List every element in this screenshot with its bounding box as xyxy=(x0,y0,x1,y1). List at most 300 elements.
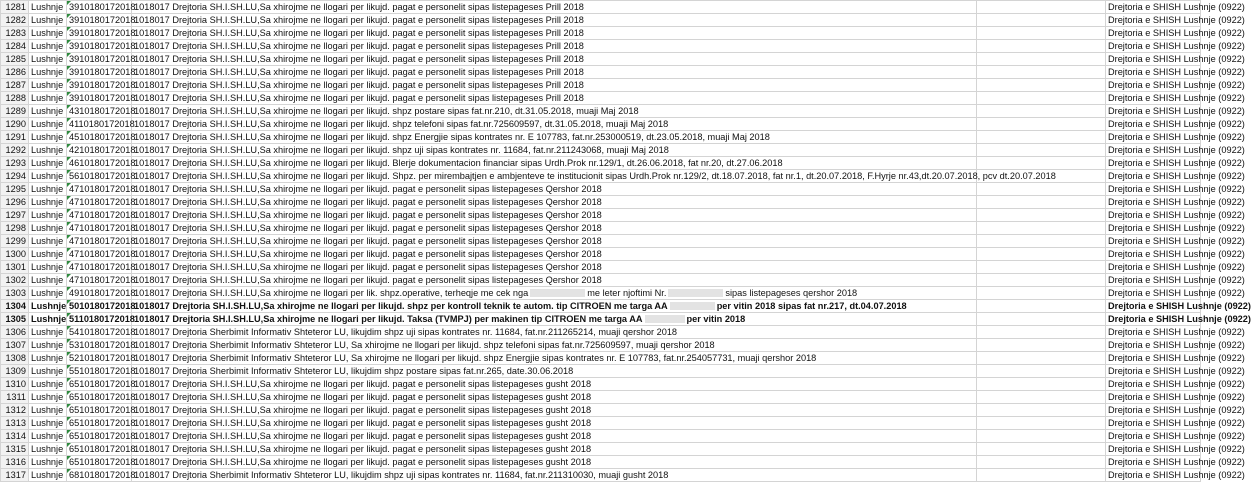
code-cell[interactable]: 4710180172018 xyxy=(67,209,132,222)
empty-cell[interactable] xyxy=(977,40,1106,53)
institution-cell[interactable]: Drejtoria e SHISH Lushnje (0922) xyxy=(1106,1,1201,14)
description-cell[interactable] xyxy=(132,40,977,53)
table-row xyxy=(1,365,1201,378)
description-text: 1018017 Drejtoria SH.I.SH.LU,Sa xhirojme ne llogari per likujd. pagat e personelit sipas listepageses Prill 2018 xyxy=(134,41,584,51)
city-cell[interactable]: Lushnje xyxy=(29,469,67,482)
description-cell[interactable] xyxy=(132,339,977,352)
city-cell[interactable]: Lushnje xyxy=(29,313,67,326)
empty-cell[interactable] xyxy=(977,248,1106,261)
city-cell[interactable]: Lushnje xyxy=(29,456,67,469)
row-number[interactable]: 1311 xyxy=(1,391,29,404)
city-cell[interactable]: Lushnje xyxy=(29,222,67,235)
empty-cell[interactable] xyxy=(977,404,1106,417)
city-cell[interactable]: Lushnje xyxy=(29,209,67,222)
city-cell[interactable]: Lushnje xyxy=(29,105,67,118)
table-row xyxy=(1,235,1201,248)
description-cell[interactable] xyxy=(132,378,977,391)
description-text: 1018017 Drejtoria Sherbimit Informativ Shteteror LU, likujdim shpz uji sipas kontrates nr. 11684, fat.nr.211310030, muaji gusht 2018 xyxy=(134,470,669,480)
institution-cell[interactable]: Drejtoria e SHISH Lushnje (0922) xyxy=(1106,118,1201,131)
institution-cell[interactable]: Drejtoria e SHISH Lushnje (0922) xyxy=(1106,391,1201,404)
description-cell[interactable] xyxy=(132,27,977,40)
code-cell[interactable]: 4910180172018 xyxy=(67,287,132,300)
code-cell[interactable]: 4110180172018 xyxy=(67,118,132,131)
table-row xyxy=(1,469,1201,482)
table-row xyxy=(1,391,1201,404)
table-row xyxy=(1,157,1201,170)
description-text: 1018017 Drejtoria SH.I.SH.LU,Sa xhirojme ne llogari per likujd. pagat e personelit sipas listepageses Qershor 2018 xyxy=(134,236,602,246)
description-text: 1018017 Drejtoria SH.I.SH.LU,Sa xhirojme ne llogari per likujd. Shpz. per mirembajtjen e ambjenteve te institucionit sipas Urdh.Prok nr.129/2, dt.18.07.2018, fat nr.1, dt.20.07.2018, F.Hyrje nr.43,dt.20.07.2018, pcv dt.20.07.2018 xyxy=(134,171,1056,181)
code-cell[interactable]: 4710180172018 xyxy=(67,235,132,248)
table-row xyxy=(1,248,1201,261)
code-cell[interactable]: 6510180172018 xyxy=(67,417,132,430)
code-cell[interactable]: 3910180172018 xyxy=(67,79,132,92)
row-number[interactable]: 1305 xyxy=(1,313,29,326)
empty-cell[interactable] xyxy=(977,352,1106,365)
description-text: 1018017 Drejtoria SH.I.SH.LU,Sa xhirojme ne llogari per likujd. pagat e personelit sipas listepageses Qershor 2018 xyxy=(134,249,602,259)
row-number[interactable]: 1308 xyxy=(1,352,29,365)
city-cell[interactable]: Lushnje xyxy=(29,92,67,105)
institution-cell[interactable]: Drejtoria e SHISH Lushnje (0922) xyxy=(1106,222,1201,235)
empty-cell[interactable] xyxy=(977,92,1106,105)
row-number[interactable]: 1316 xyxy=(1,456,29,469)
description-cell[interactable] xyxy=(132,14,977,27)
row-number[interactable]: 1301 xyxy=(1,261,29,274)
row-number[interactable]: 1298 xyxy=(1,222,29,235)
description-text: sipas listepageses qershor 2018 xyxy=(725,288,858,298)
row-number[interactable]: 1285 xyxy=(1,53,29,66)
redacted-block xyxy=(645,315,685,323)
institution-cell[interactable]: Drejtoria e SHISH Lushnje (0922) xyxy=(1106,131,1201,144)
description-text: 1018017 Drejtoria SH.I.SH.LU,Sa xhirojme ne llogari per likujd. shpz postare sipas fat.nr.210, dt.31.05.2018, muaji Maj 2018 xyxy=(134,106,639,116)
table-row xyxy=(1,378,1201,391)
table-row xyxy=(1,53,1201,66)
description-cell[interactable] xyxy=(132,66,977,79)
empty-cell[interactable] xyxy=(977,287,1106,300)
table-row xyxy=(1,14,1201,27)
description-cell[interactable] xyxy=(132,131,977,144)
row-number[interactable]: 1282 xyxy=(1,14,29,27)
institution-cell[interactable]: Drejtoria e SHISH Lushnje (0922) xyxy=(1106,417,1201,430)
institution-cell[interactable]: Drejtoria e SHISH Lushnje (0922) xyxy=(1106,105,1201,118)
institution-cell[interactable]: Drejtoria e SHISH Lushnje (0922) xyxy=(1106,261,1201,274)
description-cell[interactable] xyxy=(132,144,977,157)
row-number[interactable]: 1284 xyxy=(1,40,29,53)
description-text: 1018017 Drejtoria SH.I.SH.LU,Sa xhirojme ne llogari per likujd. pagat e personelit sipas listepageses Prill 2018 xyxy=(134,2,584,12)
table-row xyxy=(1,183,1201,196)
city-cell[interactable]: Lushnje xyxy=(29,404,67,417)
empty-cell[interactable] xyxy=(977,144,1106,157)
table-row xyxy=(1,326,1201,339)
row-number[interactable]: 1295 xyxy=(1,183,29,196)
row-number[interactable]: 1303 xyxy=(1,287,29,300)
city-cell[interactable]: Lushnje xyxy=(29,274,67,287)
empty-cell[interactable] xyxy=(977,79,1106,92)
institution-cell[interactable]: Drejtoria e SHISH Lushnje (0922) xyxy=(1106,469,1201,482)
code-cell[interactable]: 3910180172018 xyxy=(67,66,132,79)
institution-cell[interactable]: Drejtoria e SHISH Lushnje (0922) xyxy=(1106,92,1201,105)
table-row xyxy=(1,79,1201,92)
institution-cell[interactable]: Drejtoria e SHISH Lushnje (0922) xyxy=(1106,287,1201,300)
row-number[interactable]: 1291 xyxy=(1,131,29,144)
description-cell[interactable] xyxy=(132,313,977,326)
institution-cell[interactable]: Drejtoria e SHISH Lushnje (0922) xyxy=(1106,274,1201,287)
description-text: 1018017 Drejtoria Sherbimit Informativ Shteteror LU, Sa xhirojme ne llogari per likujd. shpz telefoni sipas fat.nr.725609597, muaji qershor 2018 xyxy=(134,340,715,350)
table-row xyxy=(1,144,1201,157)
row-number[interactable]: 1294 xyxy=(1,170,29,183)
description-cell[interactable] xyxy=(132,300,977,313)
table-row xyxy=(1,40,1201,53)
description-cell[interactable] xyxy=(132,1,977,14)
empty-cell[interactable] xyxy=(977,339,1106,352)
row-number[interactable]: 1304 xyxy=(1,300,29,313)
code-cell[interactable]: 6510180172018 xyxy=(67,404,132,417)
row-number[interactable]: 1290 xyxy=(1,118,29,131)
code-cell[interactable]: 3910180172018 xyxy=(67,14,132,27)
table-row xyxy=(1,209,1201,222)
description-text: 1018017 Drejtoria SH.I.SH.LU,Sa xhirojme ne llogari per likujd. Taksa (TVMPJ) per makinen tip CITROEN me targa AA xyxy=(134,314,643,324)
table-row xyxy=(1,443,1201,456)
description-text: 1018017 Drejtoria SH.I.SH.LU,Sa xhirojme ne llogari per likujd. pagat e personelit sipas listepageses gusht 2018 xyxy=(134,431,592,441)
empty-cell[interactable] xyxy=(977,14,1106,27)
description-text: 1018017 Drejtoria SH.I.SH.LU,Sa xhirojme ne llogari per likujd. pagat e personelit sipas listepageses gusht 2018 xyxy=(134,379,592,389)
code-cell[interactable]: 5410180172018 xyxy=(67,326,132,339)
empty-cell[interactable] xyxy=(977,27,1106,40)
description-text: per vitin 2018 sipas fat nr.217, dt.04.07.2018 xyxy=(716,301,907,311)
row-number[interactable]: 1317 xyxy=(1,469,29,482)
table-row xyxy=(1,417,1201,430)
code-cell[interactable]: 6510180172018 xyxy=(67,391,132,404)
description-cell[interactable] xyxy=(132,170,1056,183)
city-cell[interactable]: Lushnje xyxy=(29,144,67,157)
empty-cell[interactable] xyxy=(977,430,1106,443)
city-cell[interactable]: Lushnje xyxy=(29,157,67,170)
table-row xyxy=(1,339,1201,352)
row-number[interactable]: 1300 xyxy=(1,248,29,261)
table-row xyxy=(1,105,1201,118)
institution-cell[interactable]: Drejtoria e SHISH Lushnje (0922) xyxy=(1106,235,1201,248)
description-text: 1018017 Drejtoria SH.I.SH.LU,Sa xhirojme ne llogari per likujd. pagat e personelit sipas listepageses Prill 2018 xyxy=(134,80,584,90)
description-text: 1018017 Drejtoria SH.I.SH.LU,Sa xhirojme ne llogari per likujd. pagat e personelit sipas listepageses Prill 2018 xyxy=(134,28,584,38)
empty-cell[interactable] xyxy=(977,209,1106,222)
description-text: 1018017 Drejtoria SH.I.SH.LU,Sa xhirojme ne llogari per likujd. pagat e personelit sipas listepageses Qershor 2018 xyxy=(134,262,602,272)
code-cell[interactable]: 5010180172018 xyxy=(67,300,132,313)
description-cell[interactable] xyxy=(132,469,977,482)
description-text: 1018017 Drejtoria SH.I.SH.LU,Sa xhirojme ne llogari per likujd. pagat e personelit sipas listepageses Prill 2018 xyxy=(134,54,584,64)
empty-cell[interactable] xyxy=(977,391,1106,404)
description-cell[interactable] xyxy=(132,404,977,417)
description-text: 1018017 Drejtoria SH.I.SH.LU,Sa xhirojme ne llogari per likujd. shpz Energjie sipas kontrates nr. E 107783, fat.nr.253000519, dt.23.05.2018, muaji Maj 2018 xyxy=(134,132,770,142)
table-row xyxy=(1,27,1201,40)
city-cell[interactable]: Lushnje xyxy=(29,287,67,300)
row-number[interactable]: 1293 xyxy=(1,157,29,170)
description-cell[interactable] xyxy=(132,92,977,105)
row-number[interactable]: 1281 xyxy=(1,1,29,14)
row-number[interactable]: 1309 xyxy=(1,365,29,378)
empty-cell[interactable] xyxy=(977,417,1106,430)
table-row xyxy=(1,66,1201,79)
city-cell[interactable]: Lushnje xyxy=(29,378,67,391)
description-cell[interactable] xyxy=(132,287,977,300)
row-number[interactable]: 1296 xyxy=(1,196,29,209)
code-cell[interactable]: 5110180172018 xyxy=(67,313,132,326)
city-cell[interactable]: Lushnje xyxy=(29,118,67,131)
institution-cell[interactable]: Drejtoria e SHISH Lushnje (0922) xyxy=(1106,183,1201,196)
institution-cell[interactable]: Drejtoria e SHISH Lushnje (0922) xyxy=(1106,40,1201,53)
table-row xyxy=(1,1,1201,14)
description-cell[interactable] xyxy=(132,183,977,196)
row-number[interactable]: 1297 xyxy=(1,209,29,222)
institution-cell[interactable]: Drejtoria e SHISH Lushnje (0922) xyxy=(1106,144,1201,157)
code-cell[interactable]: 5310180172018 xyxy=(67,339,132,352)
description-cell[interactable] xyxy=(132,235,977,248)
row-number[interactable]: 1283 xyxy=(1,27,29,40)
description-text: 1018017 Drejtoria SH.I.SH.LU,Sa xhirojme ne llogari per likujd. pagat e personelit sipas listepageses Qershor 2018 xyxy=(134,197,602,207)
description-cell[interactable] xyxy=(132,209,977,222)
institution-cell[interactable]: Drejtoria e SHISH Lushnje (0922) xyxy=(1106,456,1201,469)
description-text: 1018017 Drejtoria SH.I.SH.LU,Sa xhirojme ne llogari per likujd. pagat e personelit sipas listepageses Qershor 2018 xyxy=(134,184,602,194)
city-cell[interactable]: Lushnje xyxy=(29,300,67,313)
description-cell[interactable] xyxy=(132,222,977,235)
city-cell[interactable]: Lushnje xyxy=(29,66,67,79)
description-cell[interactable] xyxy=(132,118,977,131)
table-row xyxy=(1,92,1201,105)
description-cell[interactable] xyxy=(132,326,977,339)
institution-cell[interactable]: Drejtoria e SHISH Lushnje (0922) xyxy=(1106,157,1201,170)
code-cell[interactable]: 4710180172018 xyxy=(67,261,132,274)
institution-cell[interactable]: Drejtoria e SHISH Lushnje (0922) xyxy=(1106,79,1201,92)
description-text: 1018017 Drejtoria Sherbimit Informativ Shteteror LU, likujdim shpz postare sipas fat.nr.265, date.30.06.2018 xyxy=(134,366,574,376)
institution-cell[interactable]: Drejtoria e SHISH Lushnje (0922) xyxy=(1106,66,1201,79)
city-cell[interactable]: Lushnje xyxy=(29,261,67,274)
description-cell[interactable] xyxy=(132,443,977,456)
code-cell[interactable]: 6510180172018 xyxy=(67,378,132,391)
table-row xyxy=(1,352,1201,365)
institution-cell[interactable]: Drejtoria e SHISH Lushnje (0922) xyxy=(1106,365,1201,378)
table-row xyxy=(1,118,1201,131)
empty-cell[interactable] xyxy=(977,326,1106,339)
description-text: 1018017 Drejtoria SH.I.SH.LU,Sa xhirojme ne llogari per likujd. pagat e personelit sipas listepageses Qershor 2018 xyxy=(134,210,602,220)
row-number[interactable]: 1313 xyxy=(1,417,29,430)
description-text: 1018017 Drejtoria SH.I.SH.LU,Sa xhirojme ne llogari per likujd. pagat e personelit sipas listepageses Qershor 2018 xyxy=(134,223,602,233)
description-cell[interactable] xyxy=(132,365,977,378)
institution-cell[interactable]: Drejtoria e SHISH Lushnje (0922) xyxy=(1106,53,1201,66)
code-cell[interactable]: 3910180172018 xyxy=(67,40,132,53)
table-row xyxy=(1,287,1201,300)
code-cell[interactable]: 6510180172018 xyxy=(67,456,132,469)
code-cell[interactable]: 6810180172018 xyxy=(67,469,132,482)
empty-cell[interactable] xyxy=(977,66,1106,79)
row-number[interactable]: 1310 xyxy=(1,378,29,391)
description-text: 1018017 Drejtoria SH.I.SH.LU,Sa xhirojme ne llogari per likujd. Blerje dokumentacion financiar sipas Urdh.Prok nr.129/1, dt.26.06.2018, fat nr.20, dt.27.06.2018 xyxy=(134,158,783,168)
city-cell[interactable]: Lushnje xyxy=(29,443,67,456)
code-cell[interactable]: 6510180172018 xyxy=(67,443,132,456)
redacted-block xyxy=(670,302,715,310)
code-cell[interactable]: 4710180172018 xyxy=(67,183,132,196)
institution-cell[interactable]: Drejtoria e SHISH Lushnje (0922) xyxy=(1106,14,1201,27)
city-cell[interactable]: Lushnje xyxy=(29,365,67,378)
city-cell[interactable]: Lushnje xyxy=(29,235,67,248)
row-number[interactable]: 1315 xyxy=(1,443,29,456)
table-row xyxy=(1,404,1201,417)
description-text: me leter njoftimi Nr. xyxy=(587,288,667,298)
row-number[interactable]: 1292 xyxy=(1,144,29,157)
code-cell[interactable]: 4310180172018 xyxy=(67,105,132,118)
city-cell[interactable]: Lushnje xyxy=(29,14,67,27)
institution-cell[interactable]: Drejtoria e SHISH Lushnje (0922) xyxy=(1106,196,1201,209)
description-cell[interactable] xyxy=(132,248,977,261)
city-cell[interactable]: Lushnje xyxy=(29,339,67,352)
code-cell[interactable]: 3910180172018 xyxy=(67,27,132,40)
table-row xyxy=(1,131,1201,144)
city-cell[interactable]: Lushnje xyxy=(29,170,67,183)
city-cell[interactable]: Lushnje xyxy=(29,40,67,53)
empty-cell[interactable] xyxy=(977,157,1106,170)
empty-cell[interactable] xyxy=(977,365,1106,378)
institution-cell[interactable]: Drejtoria e SHISH Lushnje (0922) xyxy=(1106,313,1201,326)
description-cell[interactable] xyxy=(132,274,977,287)
city-cell[interactable]: Lushnje xyxy=(29,27,67,40)
description-text: 1018017 Drejtoria SH.I.SH.LU,Sa xhirojme ne llogari per likujd. pagat e personelit sipas listepageses Prill 2018 xyxy=(134,93,584,103)
code-cell[interactable]: 4710180172018 xyxy=(67,274,132,287)
description-cell[interactable] xyxy=(132,79,977,92)
empty-cell[interactable] xyxy=(977,456,1106,469)
table-row xyxy=(1,170,1201,183)
empty-cell[interactable] xyxy=(977,53,1106,66)
description-cell[interactable] xyxy=(132,53,977,66)
description-text: 1018017 Drejtoria SH.I.SH.LU,Sa xhirojme ne llogari per likujd. pagat e personelit sipas listepageses Prill 2018 xyxy=(134,15,584,25)
description-cell[interactable] xyxy=(132,261,977,274)
table-row xyxy=(1,222,1201,235)
row-number[interactable]: 1302 xyxy=(1,274,29,287)
description-text: 1018017 Drejtoria SH.I.SH.LU,Sa xhirojme ne llogari per likujd. pagat e personelit sipas listepageses gusht 2018 xyxy=(134,444,592,454)
empty-cell[interactable] xyxy=(977,183,1106,196)
code-cell[interactable]: 4510180172018 xyxy=(67,131,132,144)
city-cell[interactable]: Lushnje xyxy=(29,131,67,144)
table-row xyxy=(1,300,1201,313)
description-cell[interactable] xyxy=(132,105,977,118)
empty-cell[interactable] xyxy=(977,469,1106,482)
description-cell[interactable] xyxy=(132,430,977,443)
institution-cell[interactable]: Drejtoria e SHISH Lushnje (0922) xyxy=(1106,170,1201,183)
empty-cell[interactable] xyxy=(977,196,1106,209)
description-text: 1018017 Drejtoria SH.I.SH.LU,Sa xhirojme ne llogari per likujd. pagat e personelit sipas listepageses gusht 2018 xyxy=(134,392,592,402)
description-text: 1018017 Drejtoria SH.I.SH.LU,Sa xhirojme ne llogari per likujd. pagat e personelit sipas listepageses Prill 2018 xyxy=(134,67,584,77)
city-cell[interactable]: Lushnje xyxy=(29,326,67,339)
row-number[interactable]: 1312 xyxy=(1,404,29,417)
code-cell[interactable]: 5510180172018 xyxy=(67,365,132,378)
description-text: 1018017 Drejtoria Sherbimit Informativ Shteteror LU, Sa xhirojme ne llogari per likujd. shpz Energjie sipas kontrates nr. E 107783, fat.nr.254057731, muaji qershor 2018 xyxy=(134,353,817,363)
row-number[interactable]: 1306 xyxy=(1,326,29,339)
description-cell[interactable] xyxy=(132,352,977,365)
table-row xyxy=(1,196,1201,209)
empty-cell[interactable] xyxy=(977,443,1106,456)
institution-cell[interactable]: Drejtoria e SHISH Lushnje (0922) xyxy=(1106,27,1201,40)
description-cell[interactable] xyxy=(132,456,977,469)
row-number[interactable]: 1287 xyxy=(1,79,29,92)
empty-cell[interactable] xyxy=(977,118,1106,131)
description-text: 1018017 Drejtoria SH.I.SH.LU,Sa xhirojme ne llogari per likujd. pagat e personelit sipas listepageses gusht 2018 xyxy=(134,418,592,428)
table-row xyxy=(1,456,1201,469)
row-number[interactable]: 1299 xyxy=(1,235,29,248)
city-cell[interactable]: Lushnje xyxy=(29,196,67,209)
description-cell[interactable] xyxy=(132,417,977,430)
code-cell[interactable]: 4710180172018 xyxy=(67,222,132,235)
table-row xyxy=(1,313,1201,326)
institution-cell[interactable]: Drejtoria e SHISH Lushnje (0922) xyxy=(1106,378,1201,391)
description-text: 1018017 Drejtoria SH.I.SH.LU,Sa xhirojme ne llogari per likujd. pagat e personelit sipas listepageses gusht 2018 xyxy=(134,457,592,467)
city-cell[interactable]: Lushnje xyxy=(29,417,67,430)
empty-cell[interactable] xyxy=(977,235,1106,248)
description-text: 1018017 Drejtoria Sherbimit Informativ Shteteror LU, likujdim shpz uji sipas kontrates nr. 11684, fat.nr.211265214, muaji qershor 2018 xyxy=(134,327,678,337)
empty-cell[interactable] xyxy=(977,222,1106,235)
institution-cell[interactable]: Drejtoria e SHISH Lushnje (0922) xyxy=(1106,326,1201,339)
redacted-block xyxy=(530,289,585,297)
empty-cell[interactable] xyxy=(977,1,1106,14)
empty-cell[interactable] xyxy=(977,105,1106,118)
table-row xyxy=(1,261,1201,274)
row-number[interactable]: 1286 xyxy=(1,66,29,79)
empty-cell[interactable] xyxy=(977,313,1106,326)
code-cell[interactable]: 4210180172018 xyxy=(67,144,132,157)
institution-cell[interactable]: Drejtoria e SHISH Lushnje (0922) xyxy=(1106,352,1201,365)
row-number[interactable]: 1307 xyxy=(1,339,29,352)
code-cell[interactable]: 6510180172018 xyxy=(67,430,132,443)
empty-cell[interactable] xyxy=(977,131,1106,144)
description-text: 1018017 Drejtoria SH.I.SH.LU,Sa xhirojme ne llogari per likujd. shpz per kontroll teknik te autom. tip CITROEN me targa AA xyxy=(134,301,668,311)
description-cell[interactable] xyxy=(132,157,977,170)
row-number[interactable]: 1314 xyxy=(1,430,29,443)
institution-cell[interactable]: Drejtoria e SHISH Lushnje (0922) xyxy=(1106,443,1201,456)
institution-cell[interactable]: Drejtoria e SHISH Lushnje (0922) xyxy=(1106,209,1201,222)
city-cell[interactable]: Lushnje xyxy=(29,391,67,404)
description-cell[interactable] xyxy=(132,196,977,209)
city-cell[interactable]: Lushnje xyxy=(29,53,67,66)
city-cell[interactable]: Lushnje xyxy=(29,1,67,14)
code-cell[interactable]: 3910180172018 xyxy=(67,1,132,14)
code-cell[interactable]: 5610180172018 xyxy=(67,170,132,183)
description-text: 1018017 Drejtoria SH.I.SH.LU,Sa xhirojme ne llogari per likujd. pagat e personelit sipas listepageses gusht 2018 xyxy=(134,405,592,415)
code-cell[interactable]: 4710180172018 xyxy=(67,196,132,209)
institution-cell[interactable]: Drejtoria e SHISH Lushnje (0922) xyxy=(1106,430,1201,443)
code-cell[interactable]: 4610180172018 xyxy=(67,157,132,170)
city-cell[interactable]: Lushnje xyxy=(29,352,67,365)
code-cell[interactable]: 4710180172018 xyxy=(67,248,132,261)
empty-cell[interactable] xyxy=(977,261,1106,274)
city-cell[interactable]: Lushnje xyxy=(29,248,67,261)
code-cell[interactable]: 5210180172018 xyxy=(67,352,132,365)
city-cell[interactable]: Lushnje xyxy=(29,79,67,92)
institution-cell[interactable]: Drejtoria e SHISH Lushnje (0922) xyxy=(1106,248,1201,261)
table-row xyxy=(1,430,1201,443)
table-row xyxy=(1,274,1201,287)
institution-cell[interactable]: Drejtoria e SHISH Lushnje (0922) xyxy=(1106,300,1201,313)
empty-cell[interactable] xyxy=(977,300,1106,313)
code-cell[interactable]: 3910180172018 xyxy=(67,53,132,66)
description-text: 1018017 Drejtoria SH.I.SH.LU,Sa xhirojme ne llogari per likujd. shpz telefoni sipas fat.nr.725609597, dt.31.05.2018, muaji Maj 2018 xyxy=(134,119,669,129)
description-text: 1018017 Drejtoria SH.I.SH.LU,Sa xhirojme ne llogari per likujd. shpz uji sipas kontrates nr. 11684, fat.nr.211243068, muaji Maj 2018 xyxy=(134,145,669,155)
row-number[interactable]: 1288 xyxy=(1,92,29,105)
institution-cell[interactable]: Drejtoria e SHISH Lushnje (0922) xyxy=(1106,404,1201,417)
city-cell[interactable]: Lushnje xyxy=(29,183,67,196)
code-cell[interactable]: 3910180172018 xyxy=(67,92,132,105)
city-cell[interactable]: Lushnje xyxy=(29,430,67,443)
institution-cell[interactable]: Drejtoria e SHISH Lushnje (0922) xyxy=(1106,339,1201,352)
empty-cell[interactable] xyxy=(977,274,1106,287)
description-text: 1018017 Drejtoria SH.I.SH.LU,Sa xhirojme ne llogari per likujd. pagat e personelit sipas listepageses Qershor 2018 xyxy=(134,275,602,285)
empty-cell[interactable] xyxy=(977,378,1106,391)
description-cell[interactable] xyxy=(132,391,977,404)
row-number[interactable]: 1289 xyxy=(1,105,29,118)
